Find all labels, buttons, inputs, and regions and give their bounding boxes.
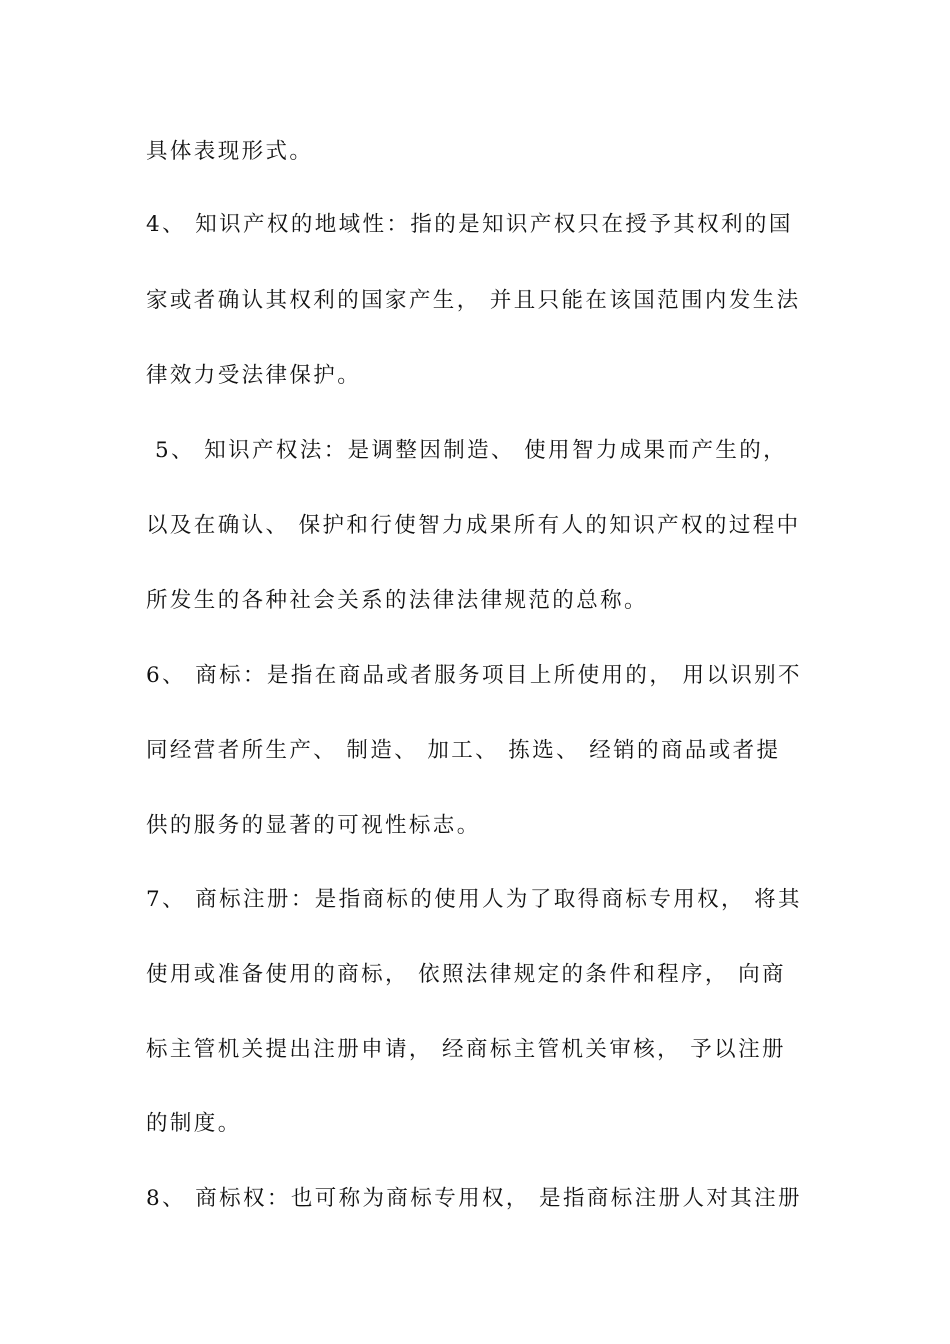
text-line: 具体表现形式。 [146,139,314,164]
text-line: 5、 知识产权法：是调整因制造、 使用智力成果而产生的， [155,438,788,463]
text-line: 使用或准备使用的商标， 依照法律规定的条件和程序， 向商 [146,962,786,987]
text-line: 律效力受法律保护。 [146,363,362,388]
text-line: 6、 商标：是指在商品或者服务项目上所使用的， 用以识别不 [146,663,802,688]
text-line: 供的服务的显著的可视性标志。 [146,813,481,838]
text-line: 以及在确认、 保护和行使智力成果所有人的知识产权的过程中 [146,513,801,538]
text-line: 标主管机关提出注册申请， 经商标主管机关审核， 予以注册 [146,1037,786,1062]
text-line: 4、 知识产权的地域性：指的是知识产权只在授予其权利的国 [146,212,793,237]
text-line: 的制度。 [146,1111,242,1136]
text-line: 8、 商标权：也可称为商标专用权， 是指商标注册人对其注册 [146,1186,802,1211]
text-line: 7、 商标注册：是指商标的使用人为了取得商标专用权， 将其 [146,887,802,912]
text-line: 家或者确认其权利的国家产生， 并且只能在该国范围内发生法 [146,288,801,313]
text-line: 同经营者所生产、 制造、 加工、 拣选、 经销的商品或者提 [146,738,781,763]
text-line: 所发生的各种社会关系的法律法律规范的总称。 [146,588,648,613]
